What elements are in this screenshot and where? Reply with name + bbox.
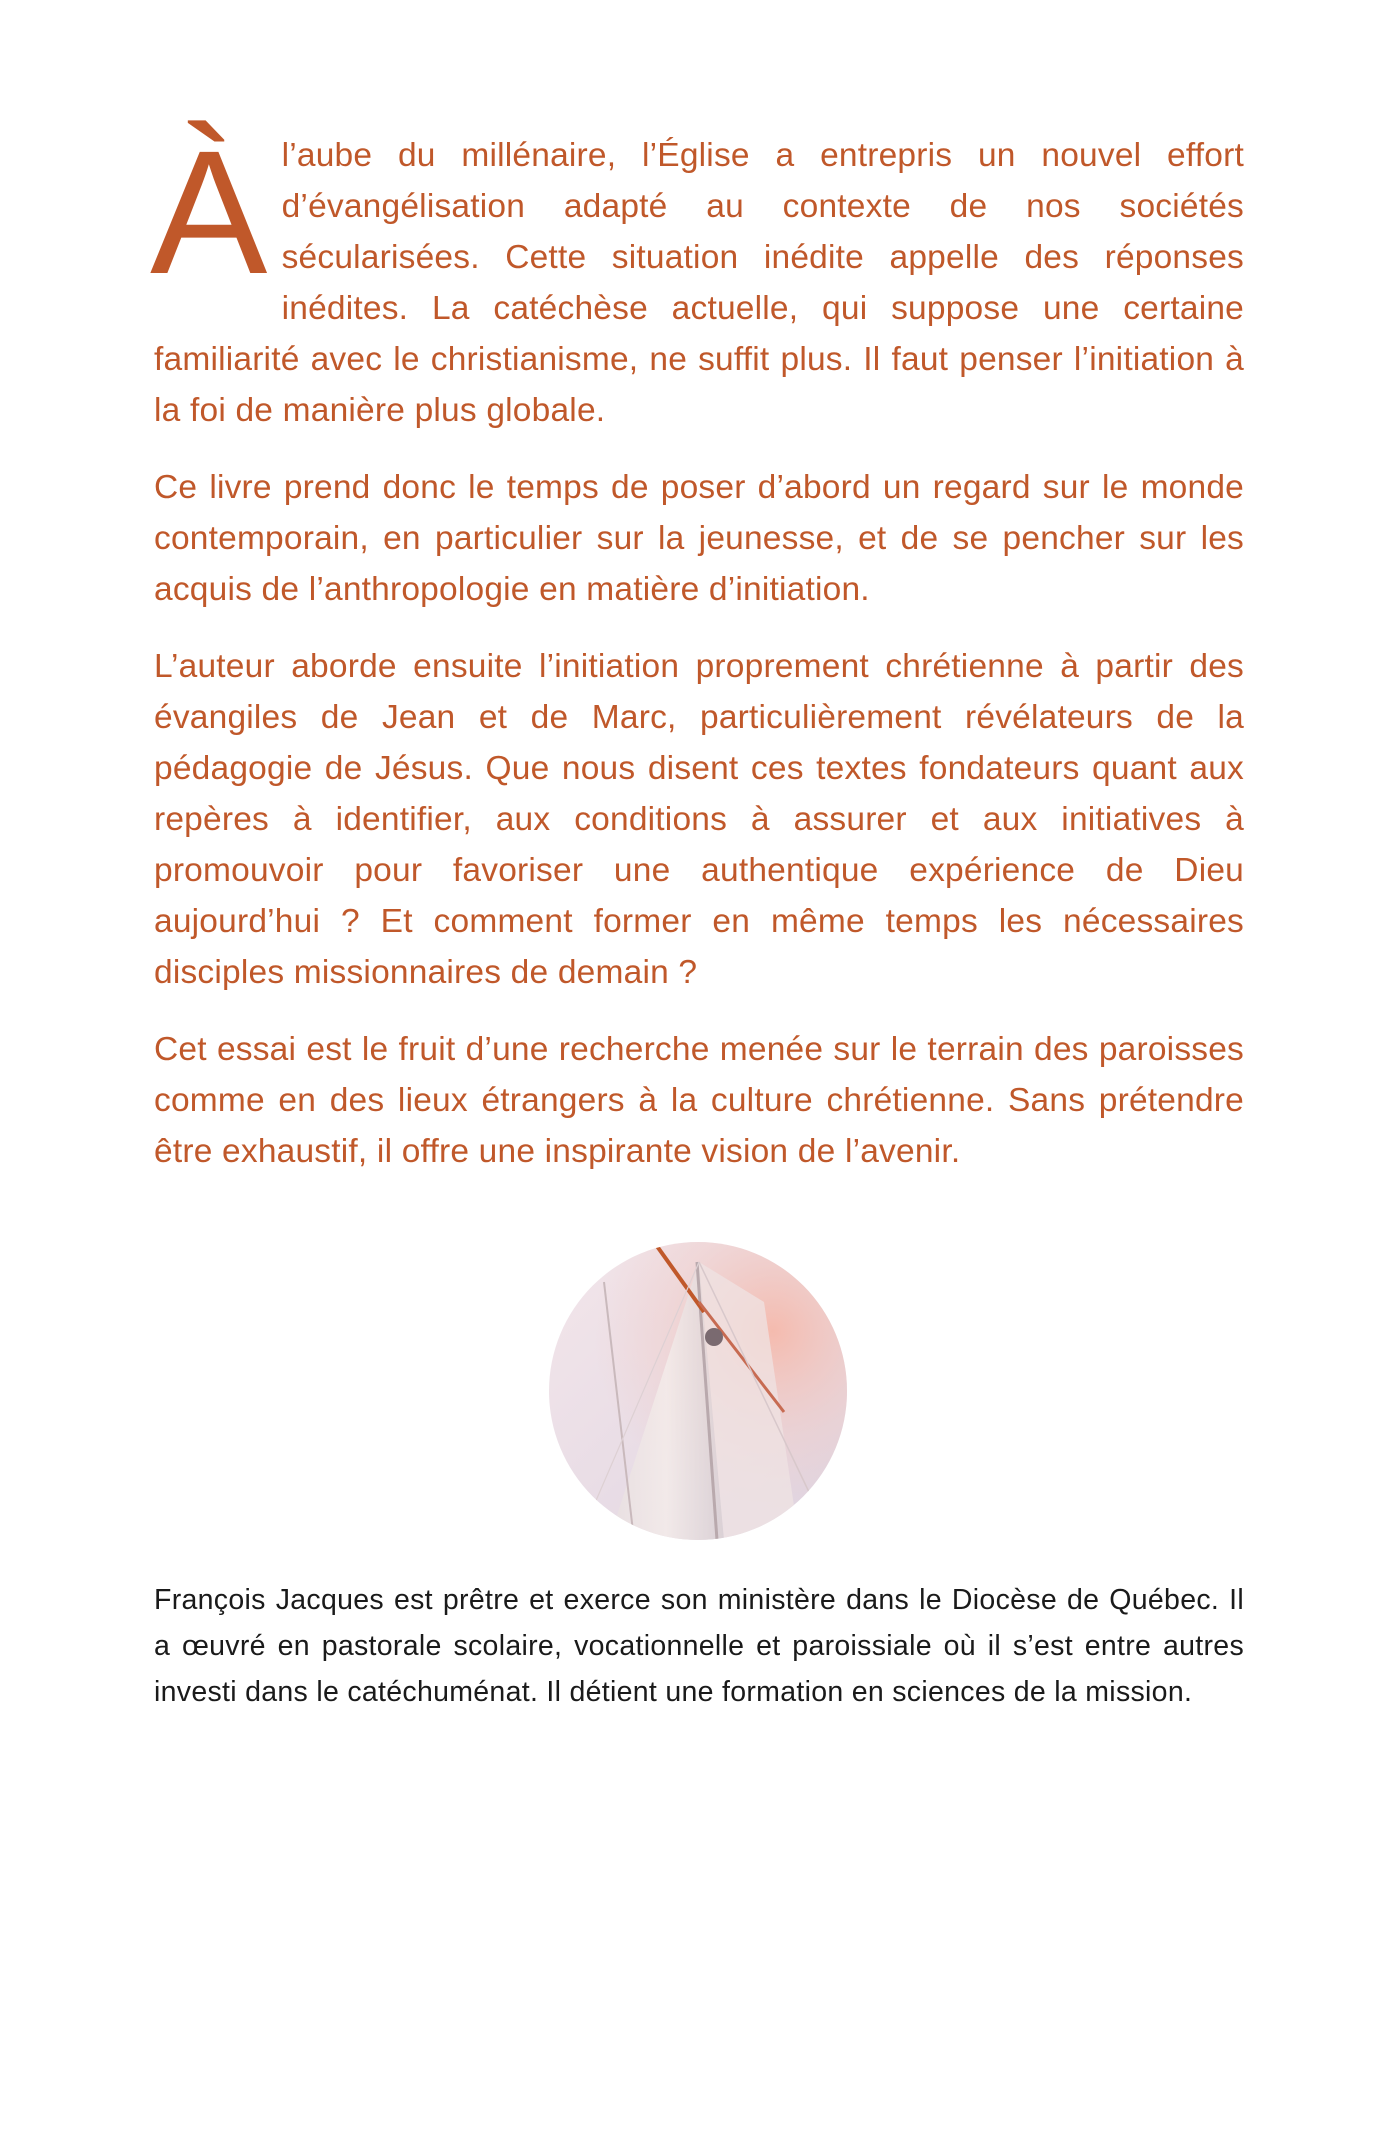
author-bio-text: François Jacques est prêtre et exerce son ministère dans le Diocèse de Québec. Il a œuvré en pastorale scolaire, vocationnelle et paroissiale où il s’est entre autres investi dans le catéchuménat. Il détient une formation en sciences de la mission. [154,1584,1244,1708]
sailboat-image [549,1242,847,1540]
blurb [150,115,1244,1203]
author-bio [154,1577,1244,1715]
blurb-paragraph-4: Cet essai est le fruit d’une recherche menée sur le terrain des paroisses comme en des lieux étrangers à la culture chrétienne. Sans prétendre être exhaustif, il offre une inspirante vision de l’avenir. [154,1031,1244,1170]
blurb-paragraph-3: L’auteur aborde ensuite l’initiation proprement chrétienne à partir des évangiles de Jean et de Marc, particulièrement révélateurs de la pédagogie de Jésus. Que nous disent ces textes fondateurs quant aux repères à identifier, aux conditions à assurer et aux initiatives à promouvoir pour favoriser une authentique expérience de Dieu aujourd’hui ? Et comment former en même temps les nécessaires disciples missionnaires de demain ? [154,648,1244,991]
blurb-paragraph-2: Ce livre prend donc le temps de poser d’abord un regard sur le monde contemporain, en particulier sur la jeunesse, et de se pencher sur les acquis de l’anthropologie en matière d’initiation. [154,469,1244,608]
blurb-paragraph-1-text: l’aube du millénaire, l’Église a entrepris un nouvel effort d’évangélisation adapté au contexte de nos sociétés sécularisées. Cette situation inédite appelle des réponses inédites. La catéchèse actuelle, qui suppose une certaine familiarité avec le christianisme, ne suffit plus. Il faut penser l’initiation à la foi de manière plus globale. [154,137,1244,429]
blurb-paragraph-1 [150,115,1244,436]
sailboat-photo [549,1242,847,1540]
drop-cap-letter: À [150,115,268,311]
